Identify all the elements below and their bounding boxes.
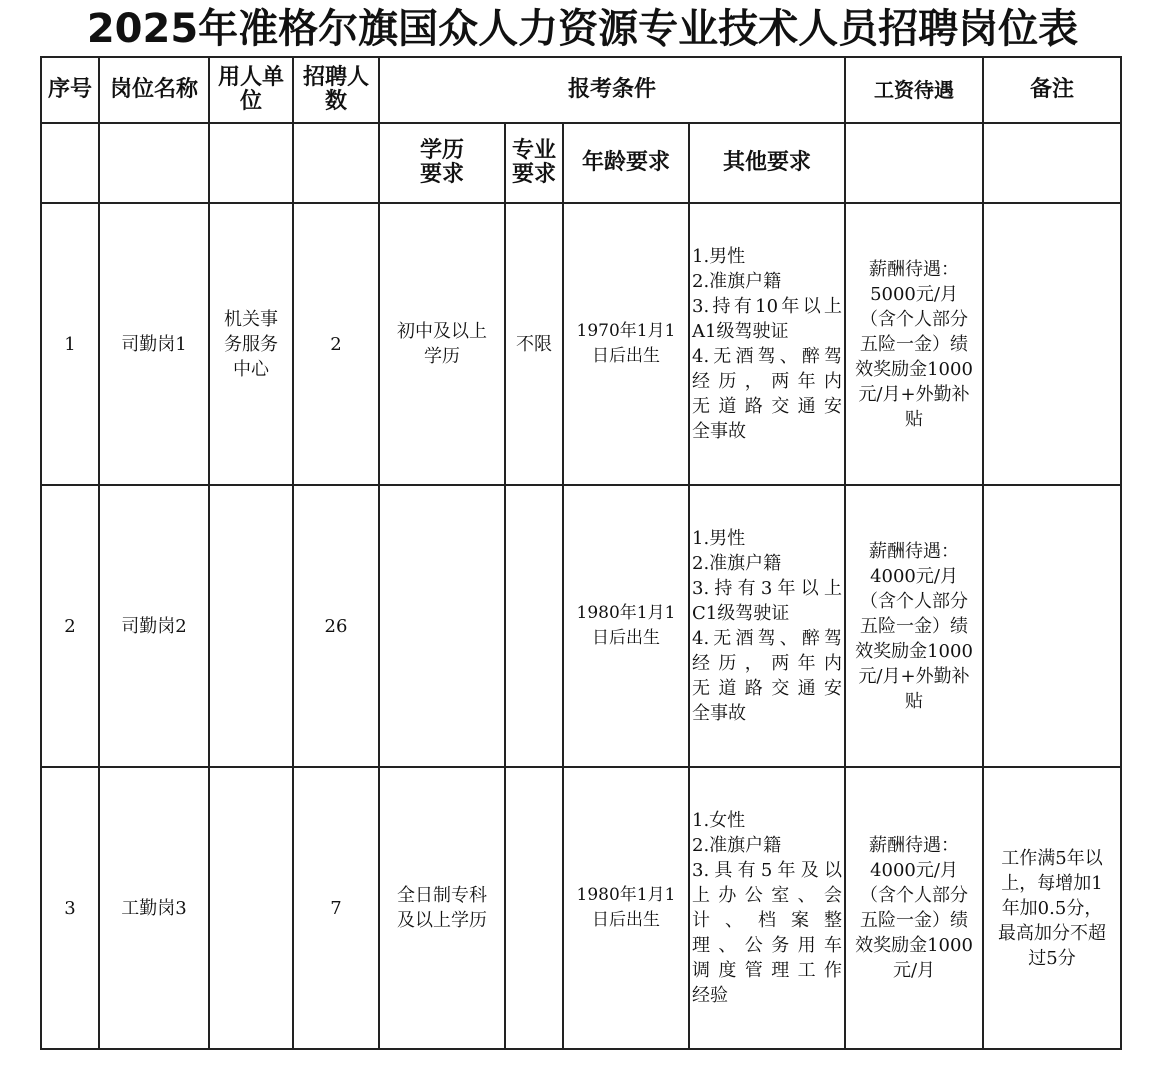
row-other-line: 经验: [692, 985, 728, 1006]
row-salary-line: （含个人部分: [860, 590, 969, 612]
row-salary: [845, 767, 983, 1049]
row-other-line: C1级驾驶证: [692, 603, 790, 624]
row-other-line: 1.男性: [692, 246, 746, 267]
row-salary-line: 贴: [905, 690, 924, 712]
row-other-line: 2.准旗户籍: [692, 271, 782, 292]
row-other-line: A1级驾驶证: [692, 321, 789, 342]
row-remarks: [983, 485, 1121, 767]
row-salary-line: 薪酬待遇：: [869, 258, 960, 280]
page-title: 2025年准格尔旗国众人力资源专业技术人员招聘岗位表: [86, 6, 1079, 52]
row-salary-line: 4000元/月: [870, 565, 958, 587]
header-conditions: 报考条件: [379, 57, 845, 123]
row-remarks-line: 上，每增加1: [1001, 872, 1103, 894]
row-edu-line: 及以上学历: [397, 910, 487, 931]
header-row-2: [41, 123, 1121, 203]
header-age: 年龄要求: [563, 123, 689, 203]
row-position: 司勤岗1: [99, 203, 209, 485]
row-salary-line: 贴: [905, 408, 924, 430]
row-edu: [379, 767, 505, 1049]
row-salary-line: 五险一金）绩: [860, 910, 969, 931]
row-other-line: 1.男性: [692, 528, 746, 549]
table-row: [41, 485, 1121, 767]
row-remarks-line: 过5分: [1028, 947, 1076, 969]
row-unit-line: 机关事: [224, 308, 278, 330]
row-age: [563, 203, 689, 485]
row-other-line: 无道路交通安: [692, 678, 843, 699]
header-empty: [209, 123, 293, 203]
row-remarks-line: 年加0.5分，: [1001, 897, 1103, 919]
header-edu: [379, 123, 505, 203]
row-salary-line: 元/月+外勤补: [858, 665, 970, 687]
header-empty: [293, 123, 379, 203]
row-seq: 3: [41, 767, 99, 1049]
row-other-line: 2.准旗户籍: [692, 553, 782, 574]
header-empty: [983, 123, 1121, 203]
row-salary-line: 效奖励金1000: [855, 358, 973, 380]
header-other: 其他要求: [689, 123, 845, 203]
row-unit-line: 务服务: [224, 333, 278, 355]
row-salary-line: 元/月: [892, 960, 936, 981]
row-salary-line: （含个人部分: [860, 885, 969, 906]
row-age-line: 1980年1月1: [576, 603, 676, 623]
header-empty: [99, 123, 209, 203]
row-salary-line: 元/月+外勤补: [858, 383, 970, 405]
header-count: [293, 57, 379, 123]
row-other-line: 计、档案整: [692, 910, 843, 931]
row-other-line: 理、公务用车: [692, 935, 843, 956]
row-other-line: 全事故: [692, 421, 746, 442]
row-position: 司勤岗2: [99, 485, 209, 767]
row-other-line: 经历，两年内: [692, 371, 843, 392]
row-age-line: 日后出生: [592, 346, 660, 366]
row-seq: 2: [41, 485, 99, 767]
row-remarks: [983, 767, 1121, 1049]
row-count: 26: [293, 485, 379, 767]
row-remarks: [983, 203, 1121, 485]
row-edu-line: 学历: [424, 346, 460, 367]
row-age-line: 1980年1月1: [576, 885, 676, 905]
header-major: [505, 123, 563, 203]
header-row-1: [41, 57, 1121, 123]
header-major-line: 要求: [511, 162, 556, 187]
row-position: 工勤岗3: [99, 767, 209, 1049]
row-unit: [209, 767, 293, 1049]
row-unit: [209, 485, 293, 767]
row-unit: [209, 203, 293, 485]
row-remarks-line: 最高加分不超: [998, 922, 1107, 944]
table-row: [41, 203, 1121, 485]
header-empty: [845, 123, 983, 203]
header-remarks: 备注: [983, 57, 1121, 123]
header-salary: 工资待遇: [845, 57, 983, 123]
row-age: [563, 485, 689, 767]
row-salary: [845, 203, 983, 485]
row-count: 7: [293, 767, 379, 1049]
row-other-line: 4.无酒驾、醉驾: [692, 346, 843, 367]
row-other: [689, 203, 845, 485]
row-salary-line: 4000元/月: [870, 860, 958, 881]
row-other-line: 3.持有10年以上: [692, 296, 843, 317]
row-other: [689, 767, 845, 1049]
row-other-line: 调度管理工作: [692, 960, 843, 981]
row-other-line: 4.无酒驾、醉驾: [692, 628, 843, 649]
row-major: 不限: [505, 203, 563, 485]
row-age-line: 日后出生: [592, 628, 660, 648]
header-unit: [209, 57, 293, 123]
header-seq: 序号: [41, 57, 99, 123]
row-age-line: 1970年1月1: [576, 321, 676, 341]
row-salary-line: 效奖励金1000: [855, 935, 973, 956]
row-salary-line: 薪酬待遇：: [869, 835, 960, 856]
row-salary-line: 薪酬待遇：: [869, 540, 960, 562]
header-count-line: 招聘人: [302, 65, 369, 90]
row-edu-line: 全日制专科: [397, 885, 487, 906]
row-other-line: 3.持有3年以上: [692, 578, 843, 599]
row-salary: [845, 485, 983, 767]
row-edu-line: 初中及以上: [397, 321, 487, 342]
header-unit-line: 用人单: [217, 65, 284, 90]
row-other-line: 3.具有5年及以: [692, 860, 843, 881]
header-unit-line: 位: [239, 89, 262, 114]
header-edu-line: 学历: [419, 138, 464, 163]
row-salary-line: （含个人部分: [860, 308, 969, 330]
row-count: 2: [293, 203, 379, 485]
row-age: [563, 767, 689, 1049]
row-salary-line: 效奖励金1000: [855, 640, 973, 662]
row-other-line: 经历，两年内: [692, 653, 843, 674]
row-salary-line: 五险一金）绩: [860, 333, 969, 355]
row-age-line: 日后出生: [592, 910, 660, 930]
row-other-line: 全事故: [692, 703, 746, 724]
row-edu: [379, 203, 505, 485]
row-seq: 1: [41, 203, 99, 485]
header-empty: [41, 123, 99, 203]
row-salary-line: 五险一金）绩: [860, 615, 969, 637]
row-major: [505, 767, 563, 1049]
row-other-line: 上办公室、会: [692, 885, 843, 906]
row-other-line: 2.准旗户籍: [692, 835, 782, 856]
header-position: 岗位名称: [99, 57, 209, 123]
header-edu-line: 要求: [419, 162, 464, 187]
header-major-line: 专业: [511, 138, 556, 163]
row-major: [505, 485, 563, 767]
row-other-line: 1.女性: [692, 810, 746, 831]
row-salary-line: 5000元/月: [870, 283, 958, 305]
recruitment-table: [40, 56, 1122, 1050]
header-count-line: 数: [324, 89, 347, 114]
row-unit-line: 中心: [233, 358, 269, 380]
table-row: [41, 767, 1121, 1049]
row-other: [689, 485, 845, 767]
row-remarks-line: 工作满5年以: [1001, 847, 1103, 869]
row-edu: [379, 485, 505, 767]
row-other-line: 无道路交通安: [692, 396, 843, 417]
